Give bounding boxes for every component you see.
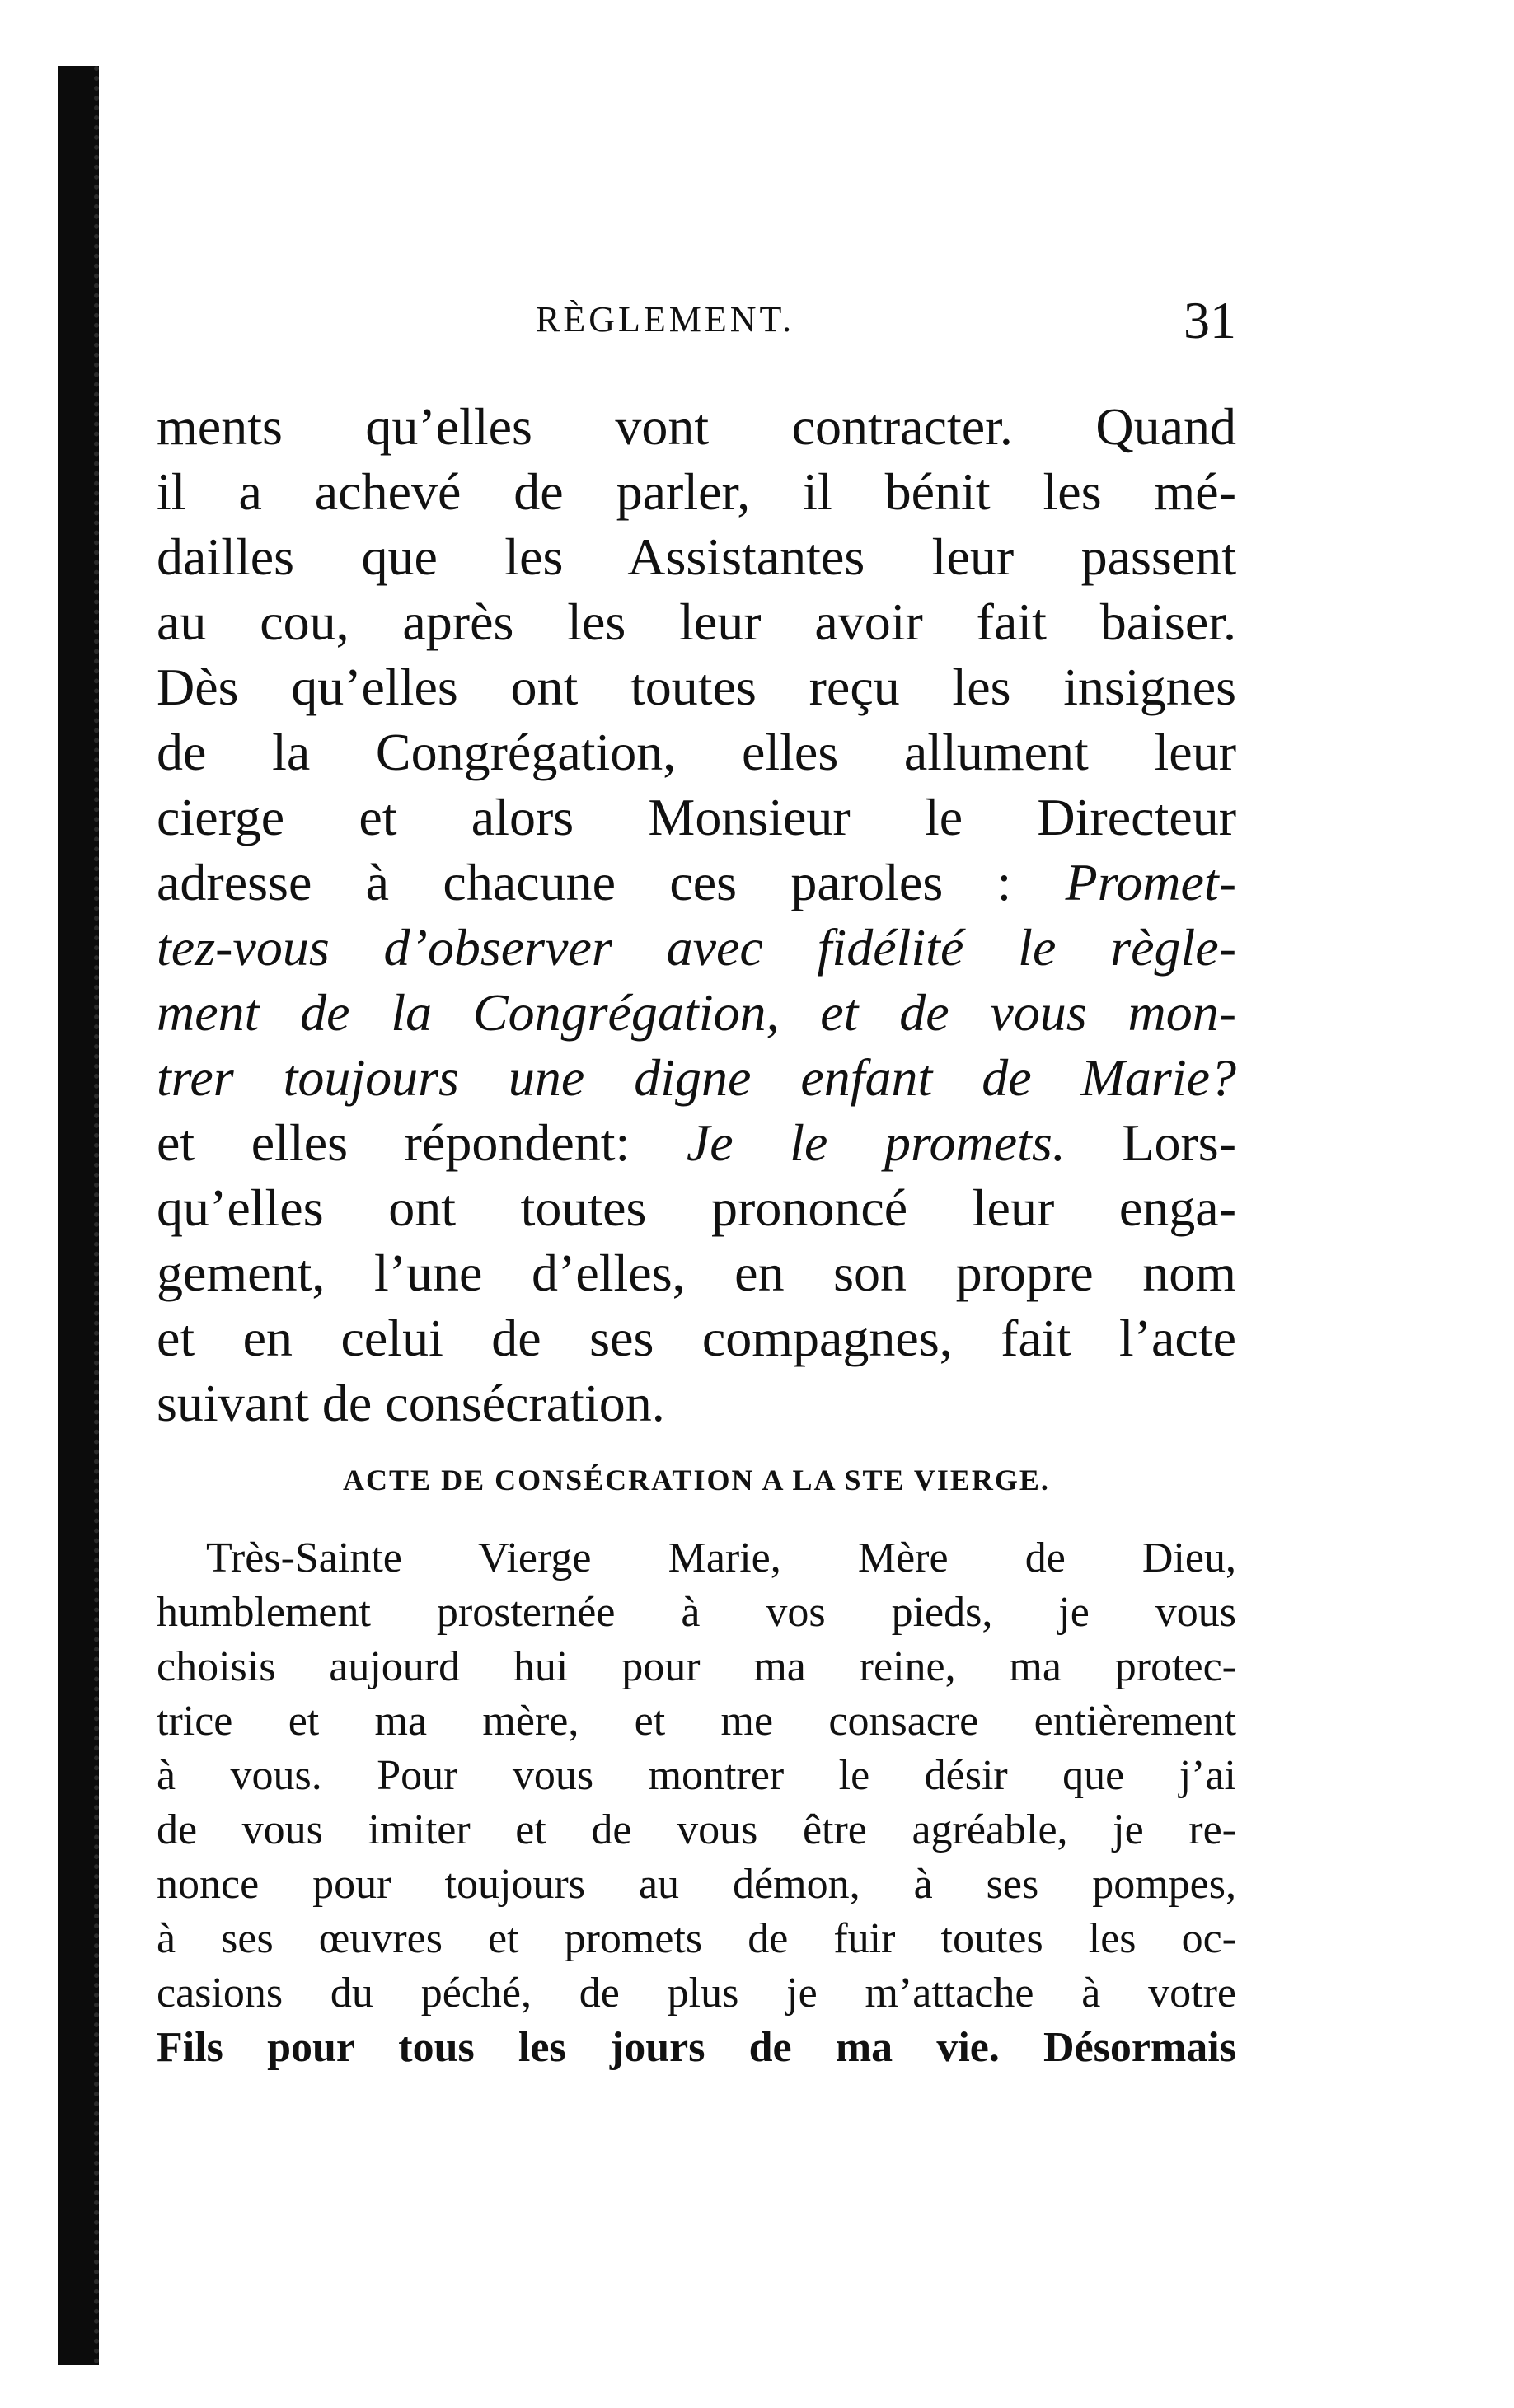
roman-text: Lors- bbox=[1065, 1113, 1236, 1172]
prayer-paragraph bbox=[157, 1531, 1236, 2075]
running-head: RÈGLEMENT. bbox=[536, 299, 795, 340]
prayer-line: de vous imiter et de vous être agréable, je re- bbox=[157, 1806, 1236, 1853]
page-header bbox=[157, 290, 1236, 356]
prayer-line: à vous. Pour vous montrer le désir que j’ai bbox=[157, 1752, 1236, 1799]
page-binding-edge bbox=[58, 66, 99, 2365]
prayer-line: casions du péché, de plus je m’attache à votre bbox=[157, 1970, 1236, 2017]
italic-line: ment de la Congrégation, et de vous mon- bbox=[157, 983, 1236, 1042]
text-line: suivant de consécration. bbox=[157, 1374, 665, 1432]
body-paragraph bbox=[157, 394, 1236, 1436]
prayer-line: trice et ma mère, et me consacre entièrement bbox=[157, 1698, 1236, 1745]
text-line: gement, l’une d’elles, en son propre nom bbox=[157, 1244, 1236, 1302]
text-line: et en celui de ses compagnes, fait l’acte bbox=[157, 1309, 1236, 1367]
page-number: 31 bbox=[1184, 291, 1236, 349]
italic-line: tez-vous d’observer avec fidélité le règle- bbox=[157, 918, 1236, 977]
text-line-mixed bbox=[157, 1110, 1236, 1175]
prayer-line: choisis aujourd hui pour ma reine, ma protec- bbox=[157, 1643, 1236, 1690]
prayer-line: nonce pour toujours au démon, à ses pompes, bbox=[157, 1861, 1236, 1908]
prayer-line: humblement prosternée à vos pieds, je vous bbox=[157, 1589, 1236, 1636]
roman-text: adresse à chacune ces paroles : bbox=[157, 853, 1066, 911]
italic-text: Je le promets. bbox=[686, 1113, 1066, 1172]
text-line: il a achevé de parler, il bénit les mé- bbox=[157, 462, 1236, 521]
prayer-line: Fils pour tous les jours de ma vie. Désormais bbox=[157, 2024, 1236, 2071]
text-line: cierge et alors Monsieur le Directeur bbox=[157, 788, 1236, 846]
text-line: de la Congrégation, elles allument leur bbox=[157, 723, 1236, 781]
prayer-line: Très-Sainte Vierge Marie, Mère de Dieu, bbox=[206, 1534, 1236, 1581]
text-line: dailles que les Assistantes leur passent bbox=[157, 527, 1236, 586]
text-line: Dès qu’elles ont toutes reçu les insignes bbox=[157, 658, 1236, 716]
italic-line: trer toujours une digne enfant de Marie? bbox=[157, 1048, 1236, 1107]
italic-text: Promet- bbox=[1065, 853, 1236, 911]
roman-text: et elles répondent: bbox=[157, 1113, 687, 1172]
text-line: au cou, après les leur avoir fait baiser. bbox=[157, 593, 1236, 651]
text-line: ments qu’elles vont contracter. Quand bbox=[157, 397, 1236, 456]
section-title: ACTE DE CONSÉCRATION A LA STE VIERGE. bbox=[343, 1464, 1050, 1497]
text-line: qu’elles ont toutes prononcé leur enga- bbox=[157, 1178, 1236, 1237]
prayer-line: à ses œuvres et promets de fuir toutes les oc- bbox=[157, 1915, 1236, 1962]
text-line-mixed bbox=[157, 850, 1236, 915]
